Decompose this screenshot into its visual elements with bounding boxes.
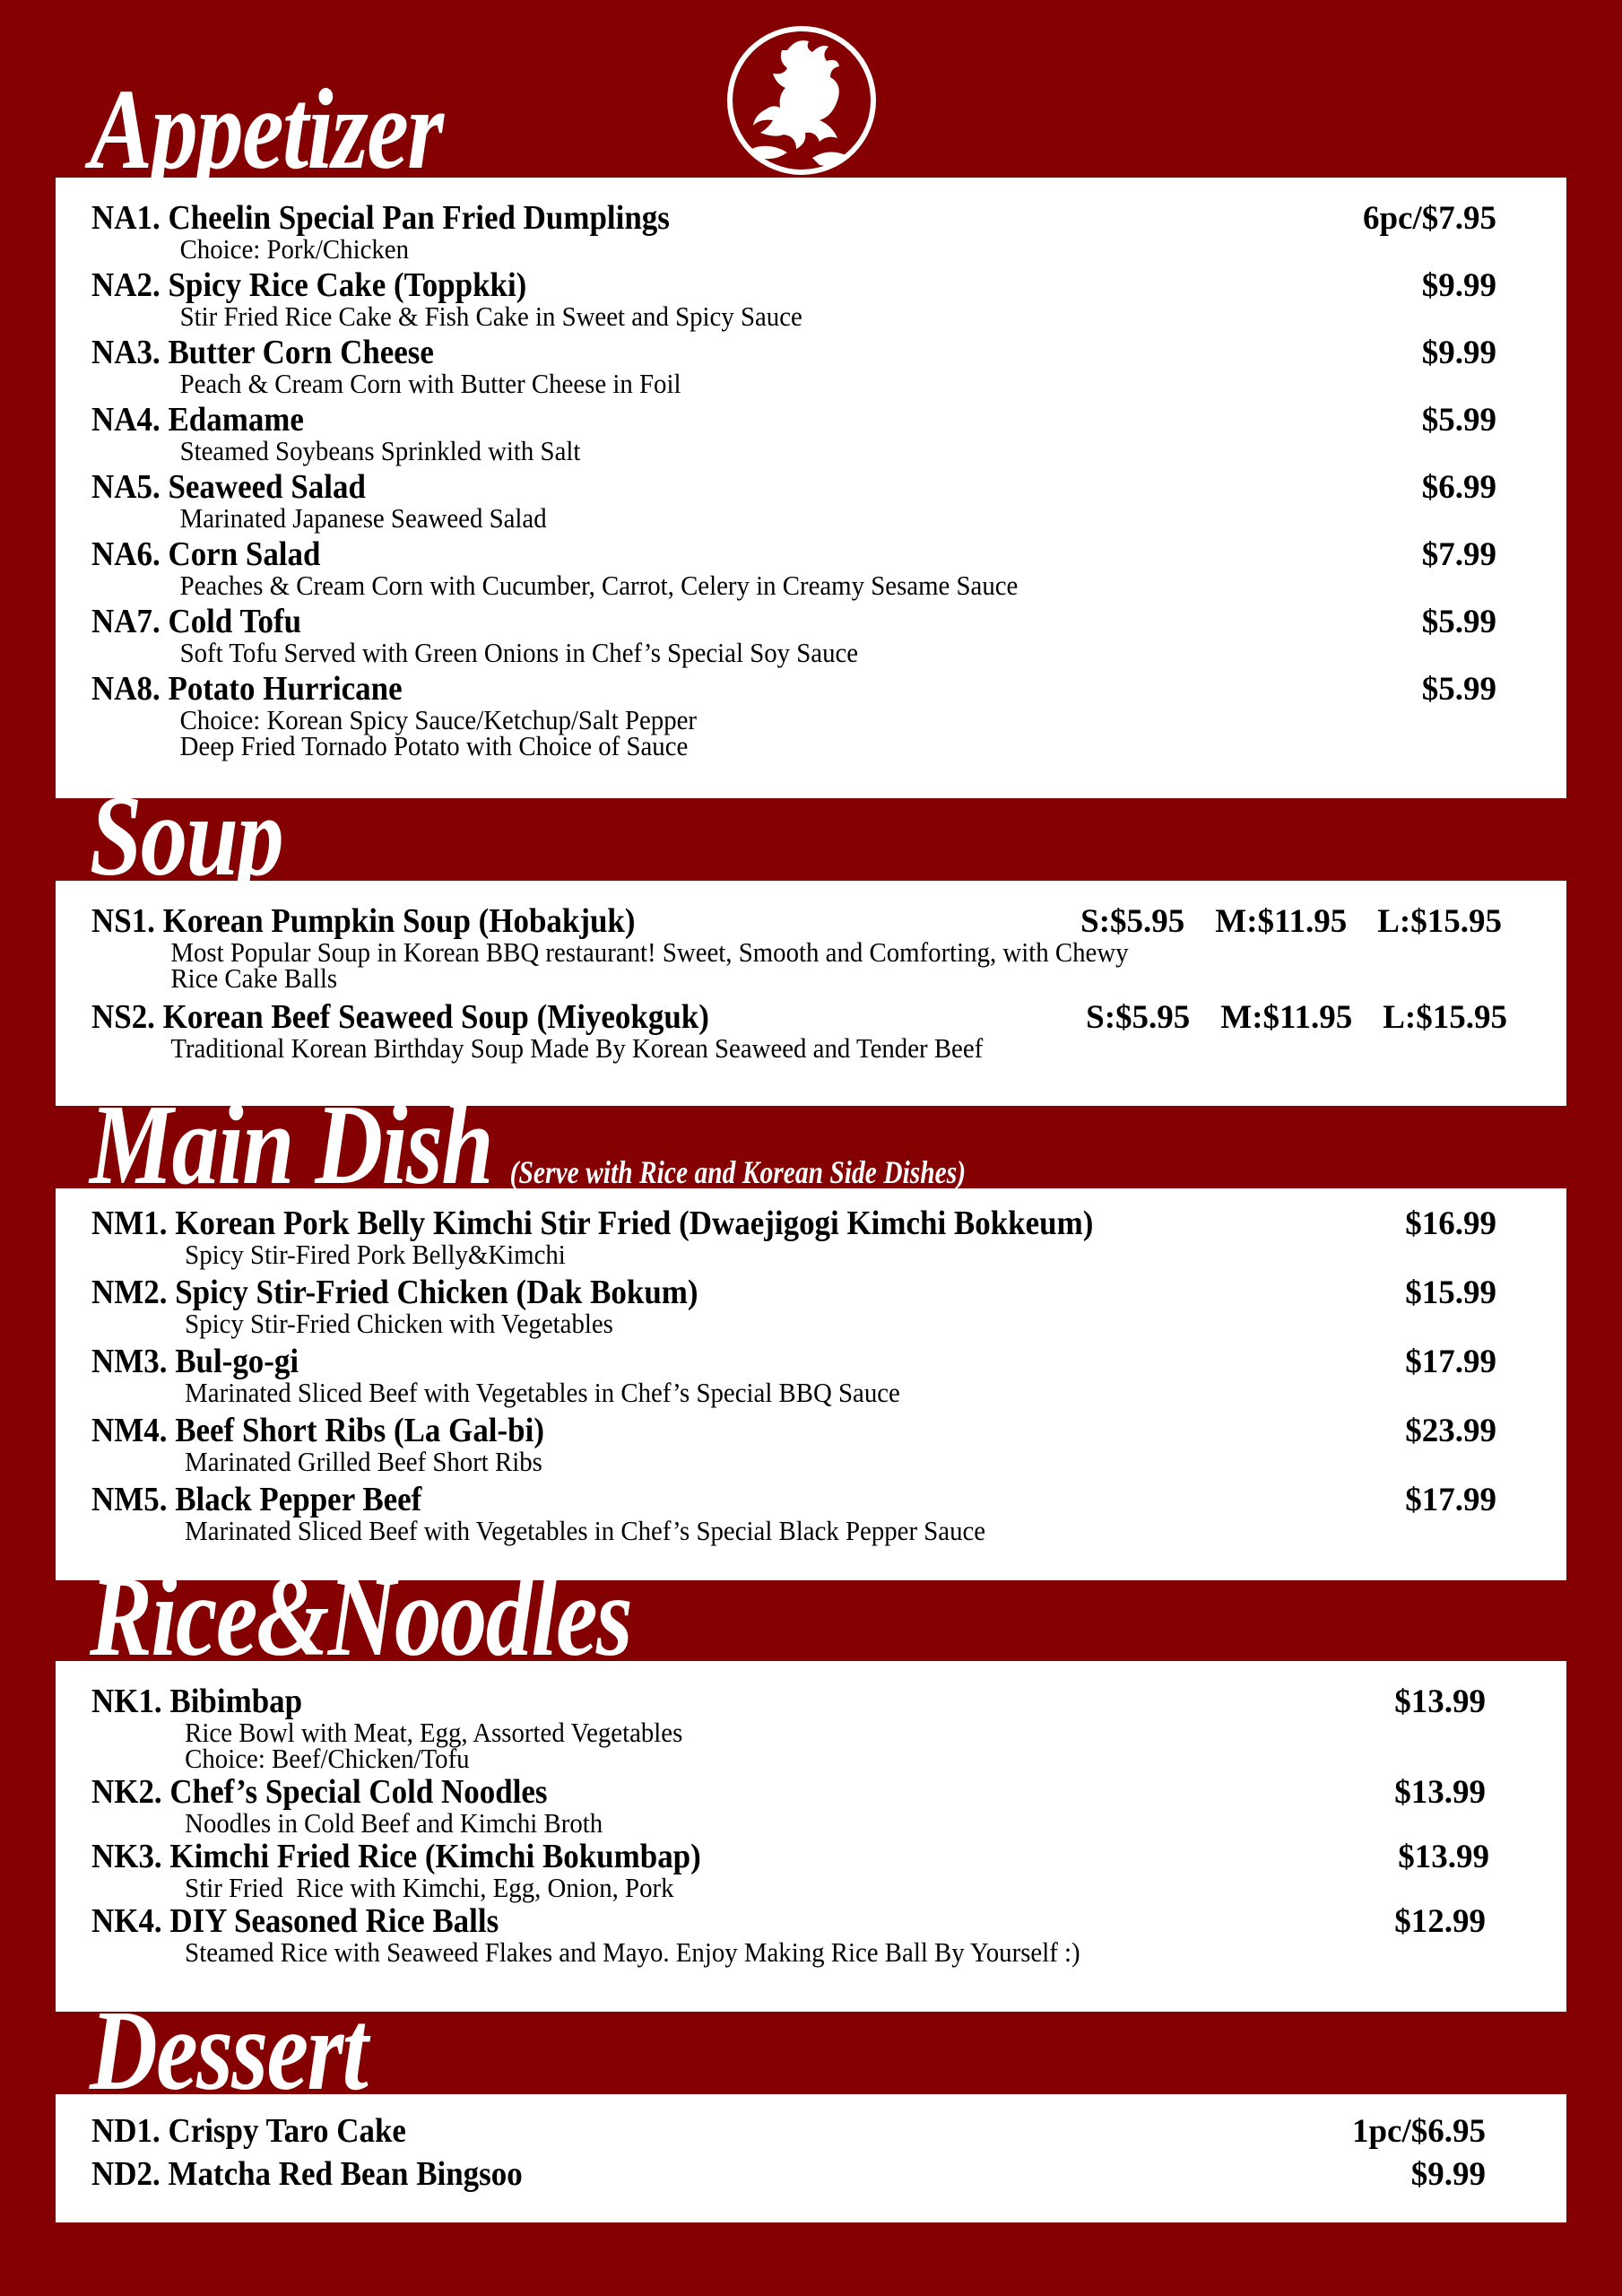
menu-item [91, 1483, 1566, 1552]
item-price: 1pc/$6.95 [1351, 2113, 1486, 2150]
menu-item [91, 1413, 1566, 1483]
size-prices [1080, 905, 1502, 939]
section-heading-main-dish: Main Dish (Serve with Rice and Korean Side Dishes) [90, 1081, 967, 1208]
menu-item [91, 2114, 1566, 2157]
item-price: 6pc/$7.95 [1362, 200, 1496, 237]
item-price: $15.99 [1405, 1274, 1496, 1311]
item-price: $13.99 [1394, 1683, 1486, 1720]
item-description: Deep Fried Tornado Potato with Choice of Sauce [179, 730, 689, 761]
menu-item [91, 268, 1566, 335]
dragon-emblem-icon [724, 23, 879, 178]
item-name: NA8. Potato Hurricane [91, 670, 403, 708]
item-name: NK4. DIY Seasoned Rice Balls [91, 1902, 499, 1940]
item-name: NA7. Cold Tofu [91, 603, 302, 640]
item-description: Stir Fried Rice with Kimchi, Egg, Onion, Pork [185, 1872, 674, 1903]
item-name: ND2. Matcha Red Bean Bingsoo [91, 2155, 523, 2193]
item-price: $5.99 [1421, 671, 1496, 708]
section-heading-rice-noodles: Rice&Noodles [90, 1552, 632, 1680]
menu-item [91, 902, 1566, 994]
item-name: NA2. Spicy Rice Cake (Toppkki) [91, 266, 527, 304]
item-name: NM1. Korean Pork Belly Kimchi Stir Fried (Dwaejigogi Kimchi Bokkeum) [91, 1205, 1094, 1242]
item-description: Peach & Cream Corn with Butter Cheese in Foil [179, 368, 681, 399]
item-name: NM2. Spicy Stir-Fried Chicken (Dak Bokum) [91, 1274, 698, 1311]
item-description: Noodles in Cold Beef and Kimchi Broth [185, 1807, 603, 1839]
section-heading-appetizer: Appetizer [90, 65, 443, 193]
item-name: NA1. Cheelin Special Pan Fried Dumplings [91, 199, 670, 237]
menu-item [91, 2157, 1566, 2200]
item-price: $5.99 [1421, 604, 1496, 640]
menu-item [91, 1683, 1566, 1774]
item-description: Spicy Stir-Fired Pork Belly&Kimchi [185, 1239, 566, 1270]
item-description: Traditional Korean Birthday Soup Made By Korean Seaweed and Tender Beef [170, 1032, 984, 1064]
section-heading-dessert: Dessert [90, 1987, 368, 2114]
soup-panel [56, 881, 1566, 1106]
item-description: Steamed Rice with Seaweed Flakes and Mayo. Enjoy Making Rice Ball By Yourself :) [185, 1936, 1080, 1968]
menu-item [91, 1902, 1566, 1968]
item-name: NK1. Bibimbap [91, 1683, 303, 1720]
item-description: Soft Tofu Served with Green Onions in Chef’s Special Soy Sauce [179, 637, 859, 668]
item-price: $7.99 [1421, 536, 1496, 573]
item-description: Peaches & Cream Corn with Cucumber, Carrot, Celery in Creamy Sesame Sauce [179, 570, 1019, 601]
menu-item [91, 604, 1566, 672]
menu-item [91, 201, 1566, 268]
price-small: S:$5.95 [1080, 903, 1185, 940]
price-medium: M:$11.95 [1215, 903, 1348, 940]
price-medium: M:$11.95 [1220, 999, 1353, 1036]
menu-item [91, 1275, 1566, 1344]
menu-item [91, 1838, 1566, 1903]
rice-noodles-panel [56, 1661, 1566, 2012]
item-price: $9.99 [1421, 267, 1496, 304]
menu-item [91, 470, 1566, 537]
appetizer-panel [56, 178, 1566, 798]
menu-item [91, 1773, 1566, 1839]
item-price: $9.99 [1421, 335, 1496, 371]
item-name: NM4. Beef Short Ribs (La Gal-bi) [91, 1412, 544, 1449]
item-description: Most Popular Soup in Korean BBQ restaurant! Sweet, Smooth and Comforting, with Chewy [170, 936, 1129, 968]
menu-item [91, 1206, 1566, 1275]
main-dish-panel [56, 1188, 1566, 1580]
item-name: NA6. Corn Salad [91, 535, 321, 573]
section-subtitle: (Serve with Rice and Korean Side Dishes) [509, 1154, 967, 1190]
section-heading-soup: Soup [90, 772, 283, 900]
item-name: NK2. Chef’s Special Cold Noodles [91, 1773, 548, 1811]
item-description: Rice Cake Balls [170, 962, 338, 994]
item-description: Stir Fried Rice Cake & Fish Cake in Sweet and Spicy Sauce [179, 300, 802, 332]
menu-item [91, 1344, 1566, 1413]
menu-item [91, 335, 1566, 403]
size-prices [1086, 1001, 1507, 1035]
item-description: Marinated Sliced Beef with Vegetables in Chef’s Special Black Pepper Sauce [185, 1515, 986, 1546]
item-description: Marinated Japanese Seaweed Salad [179, 502, 547, 534]
item-description: Choice: Korean Spicy Sauce/Ketchup/Salt Pepper [179, 704, 698, 735]
item-description: Choice: Pork/Chicken [179, 233, 410, 265]
item-description: Choice: Beef/Chicken/Tofu [185, 1743, 470, 1774]
item-description: Marinated Sliced Beef with Vegetables in Chef’s Special BBQ Sauce [185, 1377, 900, 1408]
item-name: NA5. Seaweed Salad [91, 468, 366, 506]
item-name: NS2. Korean Beef Seaweed Soup (Miyeokguk) [91, 998, 709, 1036]
price-large: L:$15.95 [1383, 999, 1507, 1036]
menu-item [91, 670, 1566, 761]
menu-item [91, 403, 1566, 470]
item-price: $12.99 [1394, 1903, 1486, 1940]
item-price: $17.99 [1405, 1344, 1496, 1380]
item-name: NK3. Kimchi Fried Rice (Kimchi Bokumbap) [91, 1838, 701, 1875]
item-name: NA3. Butter Corn Cheese [91, 334, 434, 371]
item-price: $16.99 [1405, 1205, 1496, 1242]
item-name: NS1. Korean Pumpkin Soup (Hobakjuk) [91, 902, 636, 940]
item-name: ND1. Crispy Taro Cake [91, 2112, 406, 2150]
price-large: L:$15.95 [1377, 903, 1502, 940]
item-name: NM3. Bul-go-gi [91, 1343, 299, 1380]
item-description: Marinated Grilled Beef Short Ribs [185, 1446, 542, 1477]
item-price: $9.99 [1410, 2156, 1486, 2193]
item-description: Steamed Soybeans Sprinkled with Salt [179, 435, 581, 466]
item-price: $23.99 [1405, 1413, 1496, 1449]
price-small: S:$5.95 [1086, 999, 1191, 1036]
item-price: $5.99 [1421, 402, 1496, 439]
menu-item [91, 998, 1566, 1064]
item-name: NM5. Black Pepper Beef [91, 1481, 422, 1518]
item-description: Spicy Stir-Fried Chicken with Vegetables [185, 1308, 613, 1339]
item-price: $13.99 [1394, 1774, 1486, 1811]
item-name: NA4. Edamame [91, 401, 304, 439]
item-price: $13.99 [1398, 1839, 1489, 1875]
item-price: $17.99 [1405, 1482, 1496, 1518]
item-price: $6.99 [1421, 469, 1496, 506]
menu-item [91, 537, 1566, 604]
item-description: Rice Bowl with Meat, Egg, Assorted Vegetables [185, 1717, 683, 1748]
